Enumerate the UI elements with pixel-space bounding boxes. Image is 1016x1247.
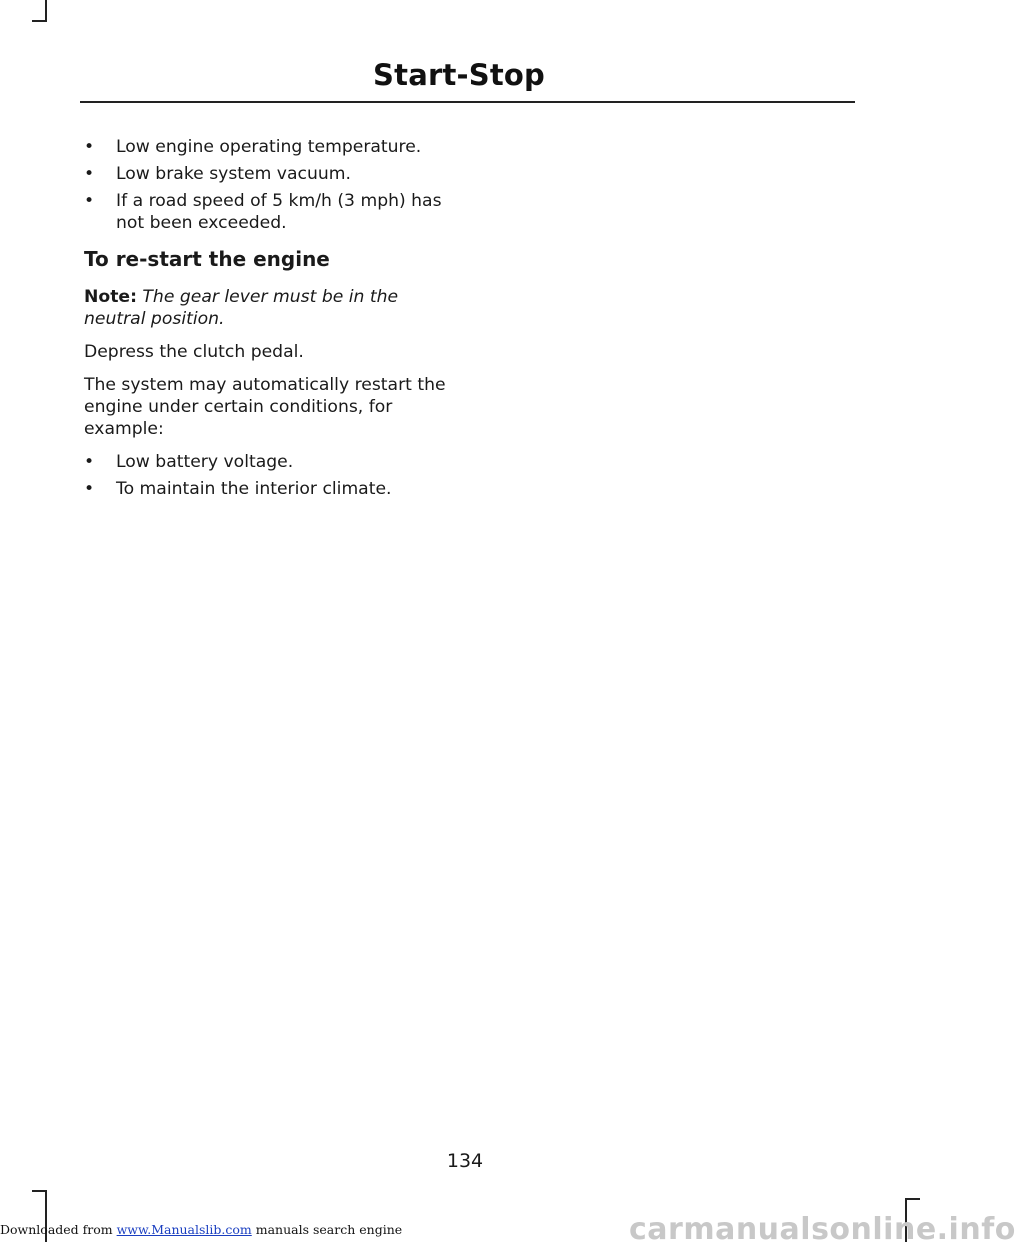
list-item-text: Low brake system vacuum. (116, 164, 351, 184)
list-item-text: Low engine operating temperature. (116, 137, 422, 157)
paragraph-auto-restart: The system may automatically restart the engine under certain conditions, for example: (84, 375, 446, 439)
bullet-glyph: • (84, 164, 95, 184)
main-content (84, 136, 454, 505)
bullet-glyph: • (84, 137, 95, 157)
crop-mark-top-left-horizontal (32, 20, 47, 22)
bullet-glyph: • (84, 191, 95, 211)
page-title: Start-Stop (373, 58, 545, 92)
footer-suffix: manuals search engine (251, 1222, 403, 1237)
header-divider (80, 101, 855, 103)
list-item-text: Low battery voltage. (116, 452, 294, 472)
crop-mark-top-left-vertical (45, 0, 47, 22)
crop-mark-bottom-right-horizontal (905, 1198, 920, 1200)
list-item (84, 163, 454, 185)
page-number: 134 (446, 1150, 484, 1172)
list-item (84, 451, 454, 473)
footer-prefix: Downloaded from (0, 1222, 117, 1237)
note-text: The gear lever must be in the neutral position. (84, 287, 399, 329)
download-footer (0, 1222, 402, 1237)
list-item (84, 136, 454, 158)
note-label: Note: (84, 287, 137, 307)
watermark: carmanualsonline.info (629, 1212, 1016, 1247)
bullet-glyph: • (84, 452, 95, 472)
section-heading: To re-start the engine (84, 247, 330, 271)
manualslib-link[interactable]: www.Manualslib.com (116, 1222, 252, 1237)
crop-mark-bottom-left-horizontal (32, 1190, 47, 1192)
list-item-text: To maintain the interior climate. (116, 479, 392, 499)
list-item-text: If a road speed of 5 km/h (3 mph) has not been exceeded. (116, 191, 442, 233)
list-item (84, 190, 454, 234)
note-paragraph (84, 286, 454, 330)
paragraph-clutch: Depress the clutch pedal. (84, 342, 304, 362)
bullet-glyph: • (84, 479, 95, 499)
list-item (84, 478, 454, 500)
